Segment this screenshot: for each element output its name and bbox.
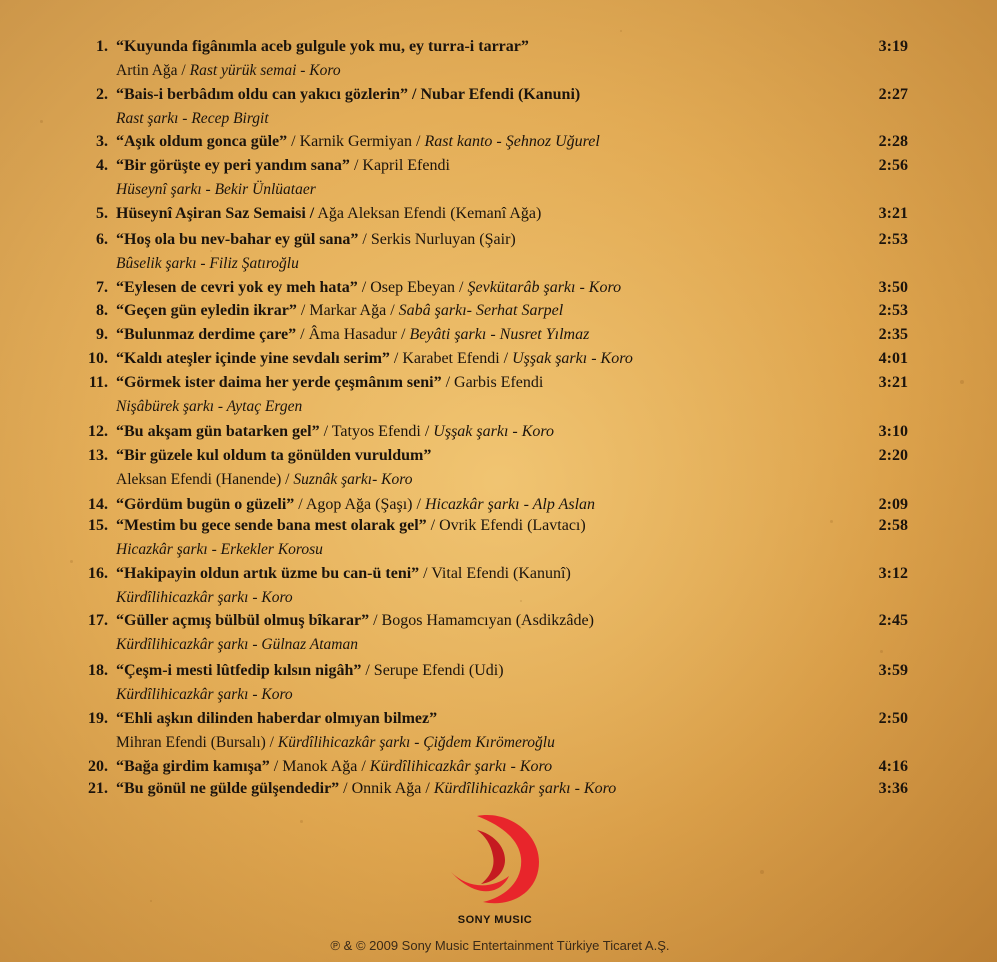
paper-speck xyxy=(960,380,964,384)
track-credit-line xyxy=(116,253,299,275)
makam-performer: Kürdîlihicazkâr şarkı - Koro xyxy=(116,589,293,606)
track-duration: 2:35 xyxy=(878,326,908,343)
composer: / Kapril Efendi xyxy=(349,157,450,174)
track-title-line xyxy=(116,324,589,346)
sony-music-logo-icon xyxy=(447,810,543,910)
track-title-line xyxy=(116,610,594,632)
track-number: 14. xyxy=(88,496,108,513)
paper-speck xyxy=(830,520,833,523)
makam-performer: Uşşak şarkı - Koro xyxy=(512,350,633,367)
composer: / Tatyos Efendi / xyxy=(319,423,434,440)
track-title-line xyxy=(116,36,529,58)
makam-performer: Kürdîlihicazkâr şarkı - Gülnaz Ataman xyxy=(116,636,358,653)
track-title-line xyxy=(116,563,571,585)
track-number: 7. xyxy=(96,279,108,296)
brand-name: SONY MUSIC xyxy=(457,914,533,926)
track-duration: 3:36 xyxy=(878,780,908,797)
makam-performer: Kürdîlihicazkâr şarkı - Koro xyxy=(369,758,553,775)
song-title: “Kuyunda figânımla aceb gulgule yok mu, ey turra-i tarrar” xyxy=(116,38,529,55)
track-duration: 3:10 xyxy=(878,423,908,440)
track-number: 13. xyxy=(88,447,108,464)
track-title-line xyxy=(116,372,543,394)
track-number: 20. xyxy=(88,758,108,775)
song-title: “Görmek ister daima her yerde çeşmânım seni” xyxy=(116,374,442,391)
track-title-line xyxy=(116,155,450,177)
composer: / Markar Ağa / xyxy=(296,302,399,319)
song-title: “Bulunmaz derdime çare” xyxy=(116,326,297,343)
makam-performer: Hicazkâr şarkı - Erkekler Korosu xyxy=(116,541,323,558)
track-number: 12. xyxy=(88,423,108,440)
song-title: “Gördüm bugün o güzeli” xyxy=(116,496,295,513)
track-number: 2. xyxy=(96,86,108,103)
song-title: “Hoş ola bu nev-bahar ey gül sana” xyxy=(116,231,359,248)
makam-performer: Kürdîlihicazkâr şarkı - Çiğdem Kırömeroğlu xyxy=(277,734,555,751)
makam-performer: Beyâti şarkı - Nusret Yılmaz xyxy=(409,326,590,343)
composer: / Serkis Nurluyan (Şair) xyxy=(358,231,516,248)
paper-speck xyxy=(520,600,522,602)
track-number: 11. xyxy=(88,374,108,391)
track-credit-line xyxy=(116,60,341,82)
makam-performer: Rast şarkı - Recep Birgit xyxy=(116,110,269,127)
track-number: 4. xyxy=(96,157,108,174)
track-duration: 3:21 xyxy=(878,205,908,222)
song-title: “Bir görüşte ey peri yandım sana” xyxy=(116,157,350,174)
track-duration: 3:21 xyxy=(878,374,908,391)
composer: / Manok Ağa / xyxy=(269,758,370,775)
track-title-line xyxy=(116,131,600,153)
track-credit-line xyxy=(116,684,293,706)
paper-speck xyxy=(210,250,212,252)
composer: / Ovrik Efendi (Lavtacı) xyxy=(426,517,586,534)
track-number: 5. xyxy=(96,205,108,222)
makam-performer: Hüseynî şarkı - Bekir Ünlüataer xyxy=(116,181,316,198)
paper-speck xyxy=(760,870,764,874)
track-credit-line xyxy=(116,732,555,754)
paper-speck xyxy=(40,120,43,123)
makam-performer: Nişâbürek şarkı - Aytaç Ergen xyxy=(116,398,303,415)
composer: / Âma Hasadur / xyxy=(296,326,410,343)
track-title-line xyxy=(116,277,621,299)
composer: / Karnik Germiyan / xyxy=(287,133,425,150)
track-number: 15. xyxy=(88,517,108,534)
composer: Mihran Efendi (Bursalı) / xyxy=(116,734,278,751)
composer: / Vital Efendi (Kanunî) xyxy=(419,565,571,582)
track-duration: 2:20 xyxy=(878,447,908,464)
composer: / Serupe Efendi (Udi) xyxy=(361,662,504,679)
track-number: 21. xyxy=(88,780,108,797)
track-title-line xyxy=(116,494,595,516)
song-title: “Güller açmış bülbül olmuş bîkarar” xyxy=(116,612,370,629)
makam-performer: Uşşak şarkı - Koro xyxy=(433,423,555,440)
track-credit-line xyxy=(116,469,412,491)
composer: Ağa Aleksan Efendi (Kemanî Ağa) xyxy=(314,205,542,222)
paper-speck xyxy=(70,560,73,563)
song-title: “Bu akşam gün batarken gel” xyxy=(116,423,320,440)
track-title-line xyxy=(116,515,586,537)
track-number: 17. xyxy=(88,612,108,629)
song-title: “Mestim bu gece sende bana mest olarak gel” xyxy=(116,517,427,534)
track-number: 9. xyxy=(96,326,108,343)
paper-speck xyxy=(900,90,902,92)
song-title: “Geçen gün eyledin ikrar” xyxy=(116,302,297,319)
song-title: “Bu gönül ne gülde gülşendedir” xyxy=(116,780,340,797)
track-duration: 2:09 xyxy=(878,496,908,513)
track-number: 16. xyxy=(88,565,108,582)
song-title: “Bais-i berbâdım oldu can yakıcı gözlerin” / Nubar Efendi (Kanuni) xyxy=(116,86,581,103)
song-title: Hüseynî Aşiran Saz Semaisi / xyxy=(116,205,315,222)
paper-speck xyxy=(150,900,152,902)
track-duration: 2:53 xyxy=(878,302,908,319)
makam-performer: Şevkütarâb şarkı - Koro xyxy=(467,279,622,296)
makam-performer: Kürdîlihicazkâr şarkı - Koro xyxy=(116,686,293,703)
composer: / Agop Ağa (Şaşı) / xyxy=(294,496,425,513)
track-duration: 2:28 xyxy=(878,133,908,150)
track-duration: 2:53 xyxy=(878,231,908,248)
track-title-line xyxy=(116,708,437,730)
song-title: “Aşık oldum gonca güle” xyxy=(116,133,288,150)
song-title: “Hakipayin oldun artık üzme bu can-ü teni” xyxy=(116,565,420,582)
track-duration: 2:58 xyxy=(878,517,908,534)
song-title: “Eylesen de cevri yok ey meh hata” xyxy=(116,279,358,296)
track-credit-line xyxy=(116,539,323,561)
track-title-line xyxy=(116,300,563,322)
track-credit-line xyxy=(116,587,293,609)
track-title-line xyxy=(116,84,580,106)
composer: / Onnik Ağa / xyxy=(339,780,434,797)
composer: Artin Ağa / xyxy=(116,62,190,79)
makam-performer: Rast kanto - Şehnoz Uğurel xyxy=(424,133,600,150)
makam-performer: Sabâ şarkı- Serhat Sarpel xyxy=(398,302,564,319)
song-title: “Bağa girdim kamışa” xyxy=(116,758,270,775)
paper-speck xyxy=(880,650,883,653)
composer: / Karabet Efendi / xyxy=(389,350,513,367)
track-duration: 2:50 xyxy=(878,710,908,727)
track-duration: 4:01 xyxy=(878,350,908,367)
composer: Aleksan Efendi (Hanende) / xyxy=(116,471,294,488)
track-title-line xyxy=(116,445,431,467)
composer: / Garbis Efendi xyxy=(441,374,544,391)
track-duration: 3:59 xyxy=(878,662,908,679)
track-number: 3. xyxy=(96,133,108,150)
track-credit-line xyxy=(116,396,302,418)
track-number: 19. xyxy=(88,710,108,727)
track-credit-line xyxy=(116,634,358,656)
track-number: 8. xyxy=(96,302,108,319)
track-title-line xyxy=(116,229,516,251)
composer: / Bogos Hamamcıyan (Asdikzâde) xyxy=(369,612,594,629)
track-duration: 3:50 xyxy=(878,279,908,296)
paper-speck xyxy=(300,820,303,823)
track-number: 10. xyxy=(88,350,108,367)
track-title-line xyxy=(116,348,633,370)
makam-performer: Rast yürük semai - Koro xyxy=(189,62,341,79)
track-duration: 3:19 xyxy=(878,38,908,55)
track-number: 1. xyxy=(96,38,108,55)
song-title: “Ehli aşkın dilinden haberdar olmıyan bilmez” xyxy=(116,710,438,727)
paper-speck xyxy=(620,30,622,32)
song-title: “Kaldı ateşler içinde yine sevdalı serim” xyxy=(116,350,390,367)
copyright-notice: ℗ & © 2009 Sony Music Entertainment Türkiye Ticaret A.Ş. xyxy=(330,938,670,953)
song-title: “Bir güzele kul oldum ta gönülden vuruldum” xyxy=(116,447,432,464)
track-title-line xyxy=(116,756,552,778)
track-title-line xyxy=(116,660,504,682)
makam-performer: Kürdîlihicazkâr şarkı - Koro xyxy=(433,780,617,797)
track-duration: 3:12 xyxy=(878,565,908,582)
makam-performer: Suznâk şarkı- Koro xyxy=(293,471,413,488)
makam-performer: Hicazkâr şarkı - Alp Aslan xyxy=(424,496,596,513)
track-title-line xyxy=(116,203,541,225)
track-credit-line xyxy=(116,108,269,130)
track-number: 6. xyxy=(96,231,108,248)
track-duration: 4:16 xyxy=(878,758,908,775)
track-duration: 2:45 xyxy=(878,612,908,629)
composer: / Osep Ebeyan / xyxy=(357,279,468,296)
makam-performer: Bûselik şarkı - Filiz Şatıroğlu xyxy=(116,255,299,272)
track-credit-line xyxy=(116,179,316,201)
track-duration: 2:56 xyxy=(878,157,908,174)
song-title: “Çeşm-i mesti lûtfedip kılsın nigâh” xyxy=(116,662,362,679)
track-title-line xyxy=(116,421,554,443)
track-title-line xyxy=(116,778,616,800)
track-number: 18. xyxy=(88,662,108,679)
track-duration: 2:27 xyxy=(878,86,908,103)
